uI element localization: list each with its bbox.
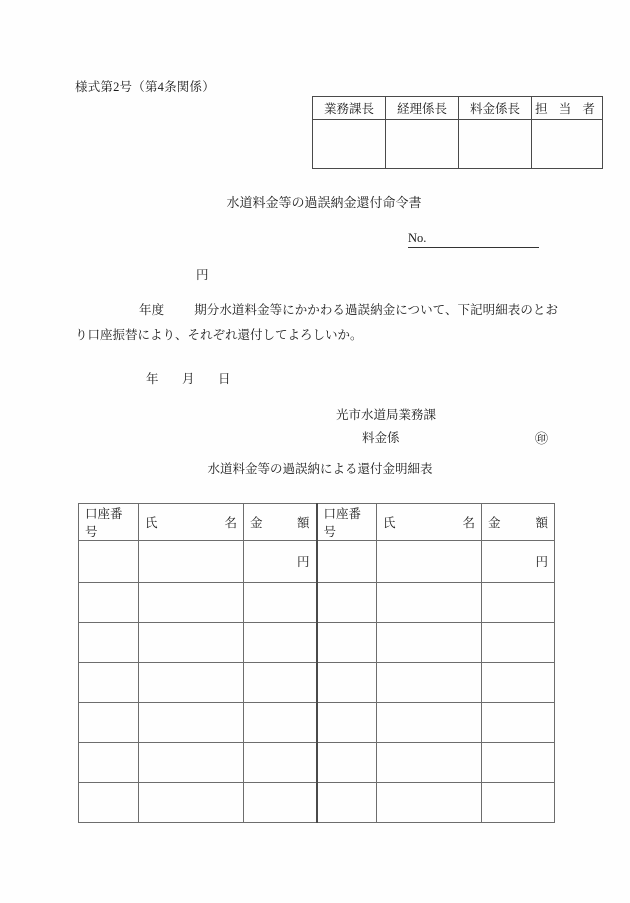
header-name-2-right: 名 [462, 516, 475, 530]
cell-amount-1[interactable] [244, 583, 317, 623]
cell-account-number-2[interactable] [317, 623, 377, 663]
cell-name-1[interactable] [139, 783, 244, 823]
cell-account-number-2[interactable] [317, 583, 377, 623]
table-row [79, 703, 555, 743]
stamp-table-header-row [313, 97, 603, 120]
cell-account-number-1[interactable] [79, 583, 139, 623]
stamp-cell-section-chief[interactable] [313, 120, 386, 169]
header-account-number-1: 口座番号 [79, 504, 139, 541]
header-amount-1-right: 額 [296, 516, 310, 530]
cell-account-number-1[interactable] [79, 541, 139, 583]
cell-name-2[interactable] [377, 783, 482, 823]
cell-name-2[interactable] [377, 623, 482, 663]
stamp-header-section-chief: 業務課長 [313, 97, 386, 120]
seal-icon: ㊞ [534, 431, 548, 446]
body-paragraph [75, 298, 558, 348]
issuer-organization: 光市水道局業務課 [336, 408, 437, 422]
table-row [79, 583, 555, 623]
header-amount-2-right: 額 [535, 516, 548, 530]
cell-account-number-1[interactable] [79, 703, 139, 743]
refund-detail-table [78, 503, 555, 823]
table-row [79, 783, 555, 823]
stamp-table-signature-row [313, 120, 603, 169]
cell-name-1[interactable] [139, 583, 244, 623]
cell-name-2[interactable] [377, 541, 482, 583]
total-amount-field [196, 265, 209, 283]
cell-amount-2[interactable] [482, 623, 555, 663]
cell-amount-2[interactable] [482, 541, 555, 583]
cell-amount-2-unit: 円 [535, 555, 548, 570]
cell-amount-2[interactable] [482, 583, 555, 623]
total-amount-unit: 円 [196, 268, 209, 282]
stamp-header-person-in-charge: 担 当 者 [532, 97, 603, 120]
header-amount-1-left: 金 [250, 516, 263, 530]
header-amount-2-left: 金 [488, 516, 501, 530]
cell-amount-1[interactable] [244, 703, 317, 743]
cell-amount-1[interactable] [244, 743, 317, 783]
date-day-label: 日 [218, 372, 231, 386]
cell-account-number-1[interactable] [79, 623, 139, 663]
cell-account-number-1[interactable] [79, 783, 139, 823]
cell-name-1[interactable] [139, 663, 244, 703]
cell-account-number-1[interactable] [79, 663, 139, 703]
header-amount-2 [482, 504, 555, 541]
stamp-cell-rates-chief[interactable] [459, 120, 532, 169]
cell-name-1[interactable] [139, 703, 244, 743]
cell-account-number-2[interactable] [317, 703, 377, 743]
cell-name-2[interactable] [377, 703, 482, 743]
issuer-block [336, 404, 548, 450]
stamp-header-accounting-chief: 経理係長 [386, 97, 459, 120]
cell-name-1[interactable] [139, 623, 244, 663]
detail-table-title: 水道料金等の過誤納による還付金明細表 [207, 462, 433, 476]
issue-date-line [146, 369, 254, 387]
table-row [79, 663, 555, 703]
cell-amount-1[interactable] [244, 623, 317, 663]
cell-amount-2[interactable] [482, 743, 555, 783]
table-row [79, 541, 555, 583]
approval-stamp-table [312, 96, 603, 169]
body-text-main: 期分水道料金等にかかわる過誤納金について、下記明細表のとおり口座振替により、それぞれ還付してよろしいか。 [75, 303, 558, 342]
cell-amount-1[interactable] [244, 783, 317, 823]
header-account-number-2: 口座番号 [317, 504, 377, 541]
cell-name-2[interactable] [377, 743, 482, 783]
cell-name-1[interactable] [139, 541, 244, 583]
cell-account-number-2[interactable] [317, 663, 377, 703]
cell-amount-1-unit: 円 [296, 555, 310, 570]
cell-account-number-1[interactable] [79, 743, 139, 783]
cell-name-2[interactable] [377, 583, 482, 623]
document-title: 水道料金等の過誤納金還付命令書 [226, 195, 422, 210]
cell-account-number-2[interactable] [317, 743, 377, 783]
issuer-division-row [336, 427, 548, 450]
detail-table-header-row [79, 504, 555, 541]
issuer-division: 料金係 [362, 431, 400, 445]
cell-amount-1[interactable] [244, 663, 317, 703]
cell-name-1[interactable] [139, 743, 244, 783]
document-number-field [408, 231, 539, 248]
document-number-input[interactable] [426, 234, 539, 248]
header-amount-1 [244, 504, 317, 541]
header-name-1-left: 氏 [145, 516, 158, 530]
stamp-cell-person-in-charge[interactable] [532, 120, 603, 169]
cell-amount-2[interactable] [482, 783, 555, 823]
date-year-label: 年 [146, 372, 159, 386]
cell-account-number-2[interactable] [317, 783, 377, 823]
table-row [79, 623, 555, 663]
cell-account-number-2[interactable] [317, 541, 377, 583]
header-name-1 [139, 504, 244, 541]
header-name-2 [377, 504, 482, 541]
fiscal-year-label: 年度 [139, 303, 165, 317]
cell-amount-2[interactable] [482, 663, 555, 703]
document-number-label: No. [408, 231, 426, 248]
cell-amount-2[interactable] [482, 703, 555, 743]
header-name-1-right: 名 [224, 516, 237, 530]
stamp-cell-accounting-chief[interactable] [386, 120, 459, 169]
stamp-header-rates-chief: 料金係長 [459, 97, 532, 120]
table-row [79, 743, 555, 783]
header-name-2-left: 氏 [383, 516, 396, 530]
date-month-label: 月 [182, 372, 195, 386]
cell-name-2[interactable] [377, 663, 482, 703]
cell-amount-1[interactable] [244, 541, 317, 583]
form-number-label: 様式第2号（第4条関係） [75, 80, 215, 94]
